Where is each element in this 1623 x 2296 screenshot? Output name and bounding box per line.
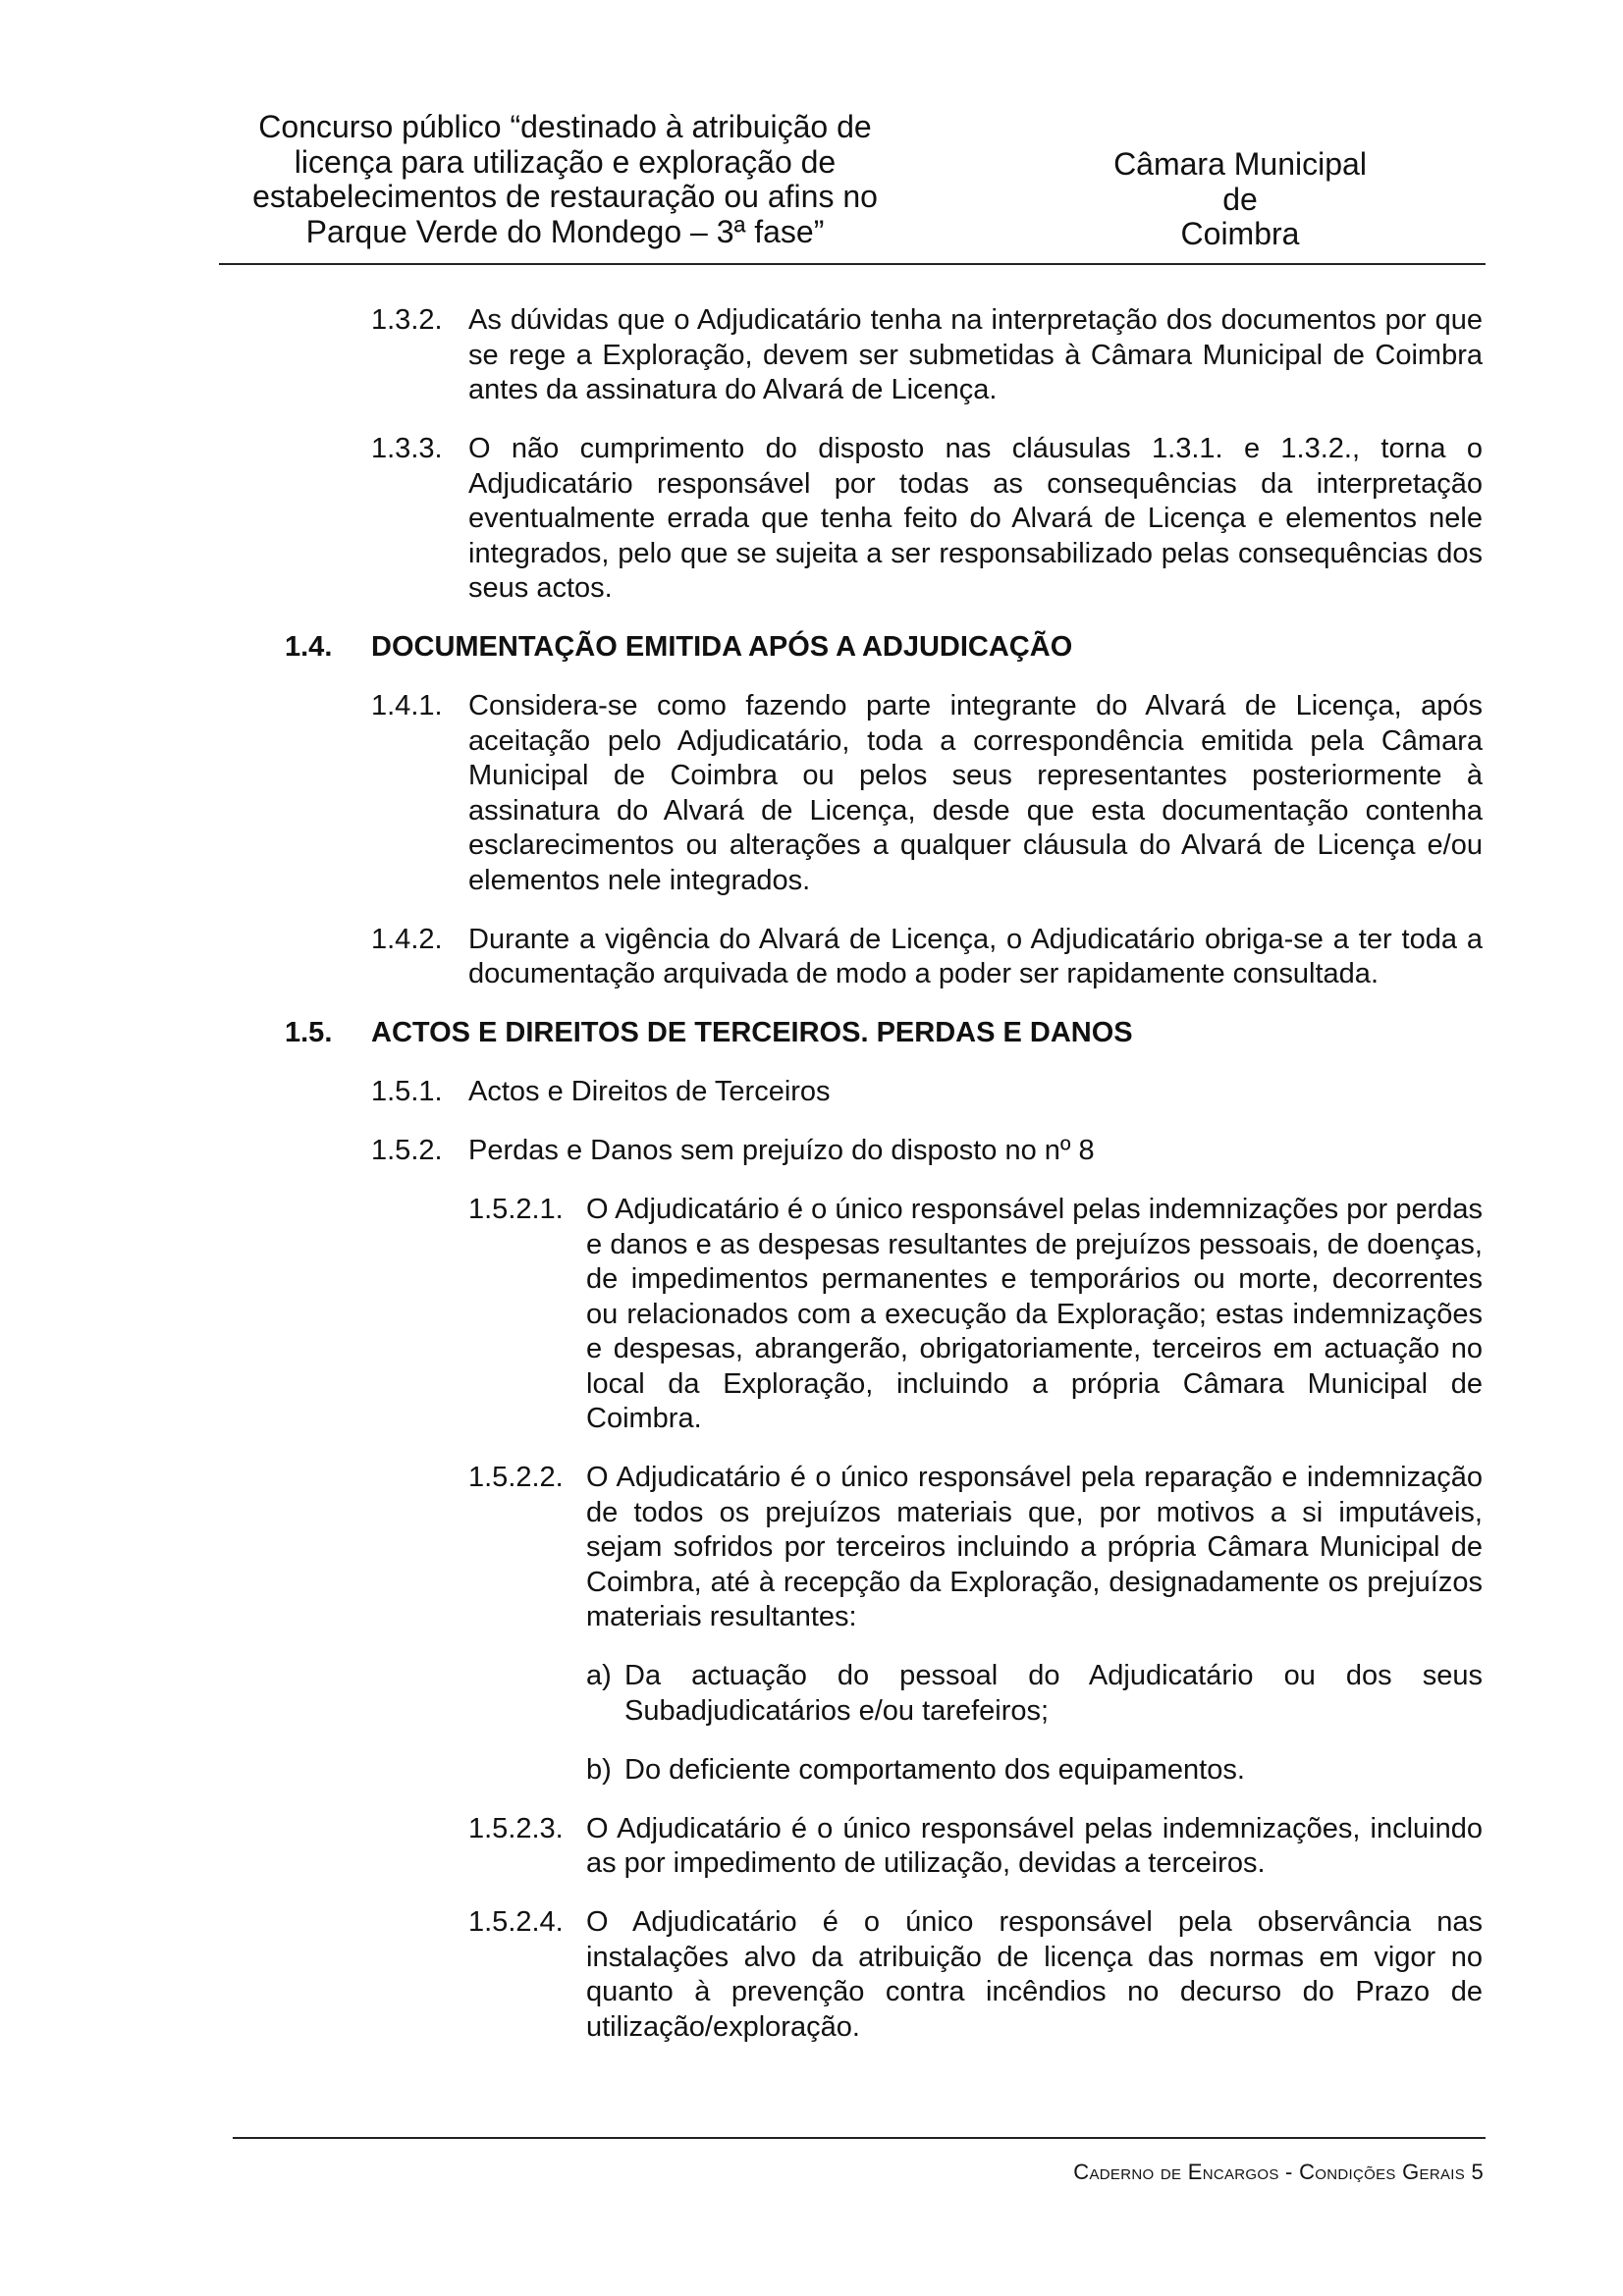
header-title-line: Concurso público “destinado à atribuição de — [258, 109, 872, 144]
clause-1-5-2-4 — [285, 1905, 1483, 2045]
section-title: DOCUMENTAÇÃO EMITIDA APÓS A ADJUDICAÇÃO — [371, 631, 1073, 663]
header-title-line: licença para utilização e exploração de — [294, 143, 837, 180]
clause-1-5-2-3 — [285, 1812, 1483, 1882]
section-heading-1-5 — [285, 1016, 1483, 1051]
clause-number: 1.5.2.1. — [468, 1194, 564, 1225]
clause-number: 1.5.2.2. — [468, 1462, 564, 1493]
clause-text: O Adjudicatário é o único responsável pela observância nas instalações alvo da atribuição de licença das normas em vigor no quanto à prevenção contra incêndios no decurso do Prazo de utilização/exploração. — [586, 1906, 1483, 2043]
header-organization — [1108, 147, 1373, 252]
footer-rule — [233, 2137, 1486, 2139]
clause-number: 1.3.2. — [371, 304, 443, 336]
header-title-line: Parque Verde do Mondego – 3ª fase” — [305, 213, 825, 249]
list-text: Da actuação do pessoal do Adjudicatário ou dos seus Subadjudicatários e/ou tarefeiros; — [624, 1660, 1483, 1727]
list-text: Do deficiente comportamento dos equipamentos. — [624, 1753, 1245, 1786]
clause-1-3-3 — [285, 432, 1483, 607]
clause-text: O não cumprimento do disposto nas cláusulas 1.3.1. e 1.3.2., torna o Adjudicatário responsável por todas as consequências da interpretação eventualmente errada que tenha feito do Alvará de Licença e elementos nele integrados, pelo que se sujeita a ser responsabilizado pelas consequências dos seus actos. — [468, 433, 1483, 604]
section-number: 1.4. — [285, 631, 333, 663]
clause-text: Considera-se como fazendo parte integrante do Alvará de Licença, após aceitação pelo Adjudicatário, toda a correspondência emitida pela Câmara Municipal de Coimbra ou pelos seus representantes posteriormente à assinatura do Alvará de Licença, desde que esta documentação contenha esclarecimentos ou alterações a qualquer cláusula do Alvará de Licença e/ou elementos nele integrados. — [468, 690, 1483, 896]
clause-number: 1.4.1. — [371, 690, 443, 721]
clause-text: O Adjudicatário é o único responsável pela reparação e indemnização de todos os prejuízos materiais que, por motivos a si imputáveis, sejam sofridos por terceiros incluindo a própria Câmara Municipal de Coimbra, até à recepção da Exploração, designadamente os prejuízos materiais resultantes: — [586, 1462, 1483, 1632]
clause-text: O Adjudicatário é o único responsável pelas indemnizações, incluindo as por impedimento de utilização, devidas a terceiros. — [586, 1812, 1483, 1879]
clause-number: 1.4.2. — [371, 923, 443, 955]
clause-text: Durante a vigência do Alvará de Licença, o Adjudicatário obriga-se a ter toda a documentação arquivada de modo a poder ser rapidamente consultada. — [468, 923, 1483, 989]
section-number: 1.5. — [285, 1017, 333, 1048]
clause-number: 1.5.2.3. — [468, 1812, 564, 1844]
clause-1-3-2 — [285, 303, 1483, 408]
clause-text: Actos e Direitos de Terceiros — [468, 1076, 831, 1107]
list-item-b — [285, 1753, 1483, 1789]
clause-number: 1.5.1. — [371, 1076, 443, 1107]
list-item-a — [285, 1659, 1483, 1729]
page-footer — [1073, 2160, 1484, 2185]
header-rule — [219, 263, 1486, 265]
list-marker: a) — [586, 1660, 612, 1691]
header-org-line: Coimbra — [1180, 216, 1300, 251]
footer-label: Caderno de Encargos - Condições Gerais — [1073, 2160, 1466, 2184]
document-body — [285, 303, 1483, 2045]
clause-number: 1.3.3. — [371, 433, 443, 464]
clause-1-4-2 — [285, 923, 1483, 992]
clause-text: Perdas e Danos sem prejuízo do disposto no nº 8 — [468, 1135, 1095, 1166]
header-title-line: estabelecimentos de restauração ou afins no — [252, 179, 878, 214]
list-marker: b) — [586, 1753, 612, 1786]
clause-number: 1.5.2. — [371, 1135, 443, 1166]
header-org-line: Câmara Municipal de — [1113, 146, 1367, 217]
clause-text: As dúvidas que o Adjudicatário tenha na interpretação dos documentos por que se rege a Exploração, devem ser submetidas à Câmara Municipal de Coimbra antes da assinatura do Alvará de Licença. — [468, 304, 1483, 405]
header-contest-title — [219, 110, 911, 249]
section-title: ACTOS E DIREITOS DE TERCEIROS. PERDAS E DANOS — [371, 1017, 1133, 1048]
clause-text: O Adjudicatário é o único responsável pelas indemnizações por perdas e danos e as despesas resultantes de prejuízos pessoais, de doenças, de impedimentos permanentes e temporários ou morte, decorrentes ou relacionados com a execução da Exploração; estas indemnizações e despesas, abrangerão, obrigatoriamente, terceiros em actuação no local da Exploração, incluindo a própria Câmara Municipal de Coimbra. — [586, 1194, 1483, 1434]
clause-number: 1.5.2.4. — [468, 1906, 564, 1938]
clause-1-4-1 — [285, 689, 1483, 898]
clause-1-5-1 — [285, 1075, 1483, 1110]
page-number: 5 — [1471, 2160, 1484, 2184]
clause-1-5-2-1 — [285, 1193, 1483, 1437]
clause-1-5-2-2 — [285, 1461, 1483, 1635]
section-heading-1-4 — [285, 630, 1483, 666]
clause-1-5-2 — [285, 1134, 1483, 1169]
page-header — [219, 110, 1486, 263]
